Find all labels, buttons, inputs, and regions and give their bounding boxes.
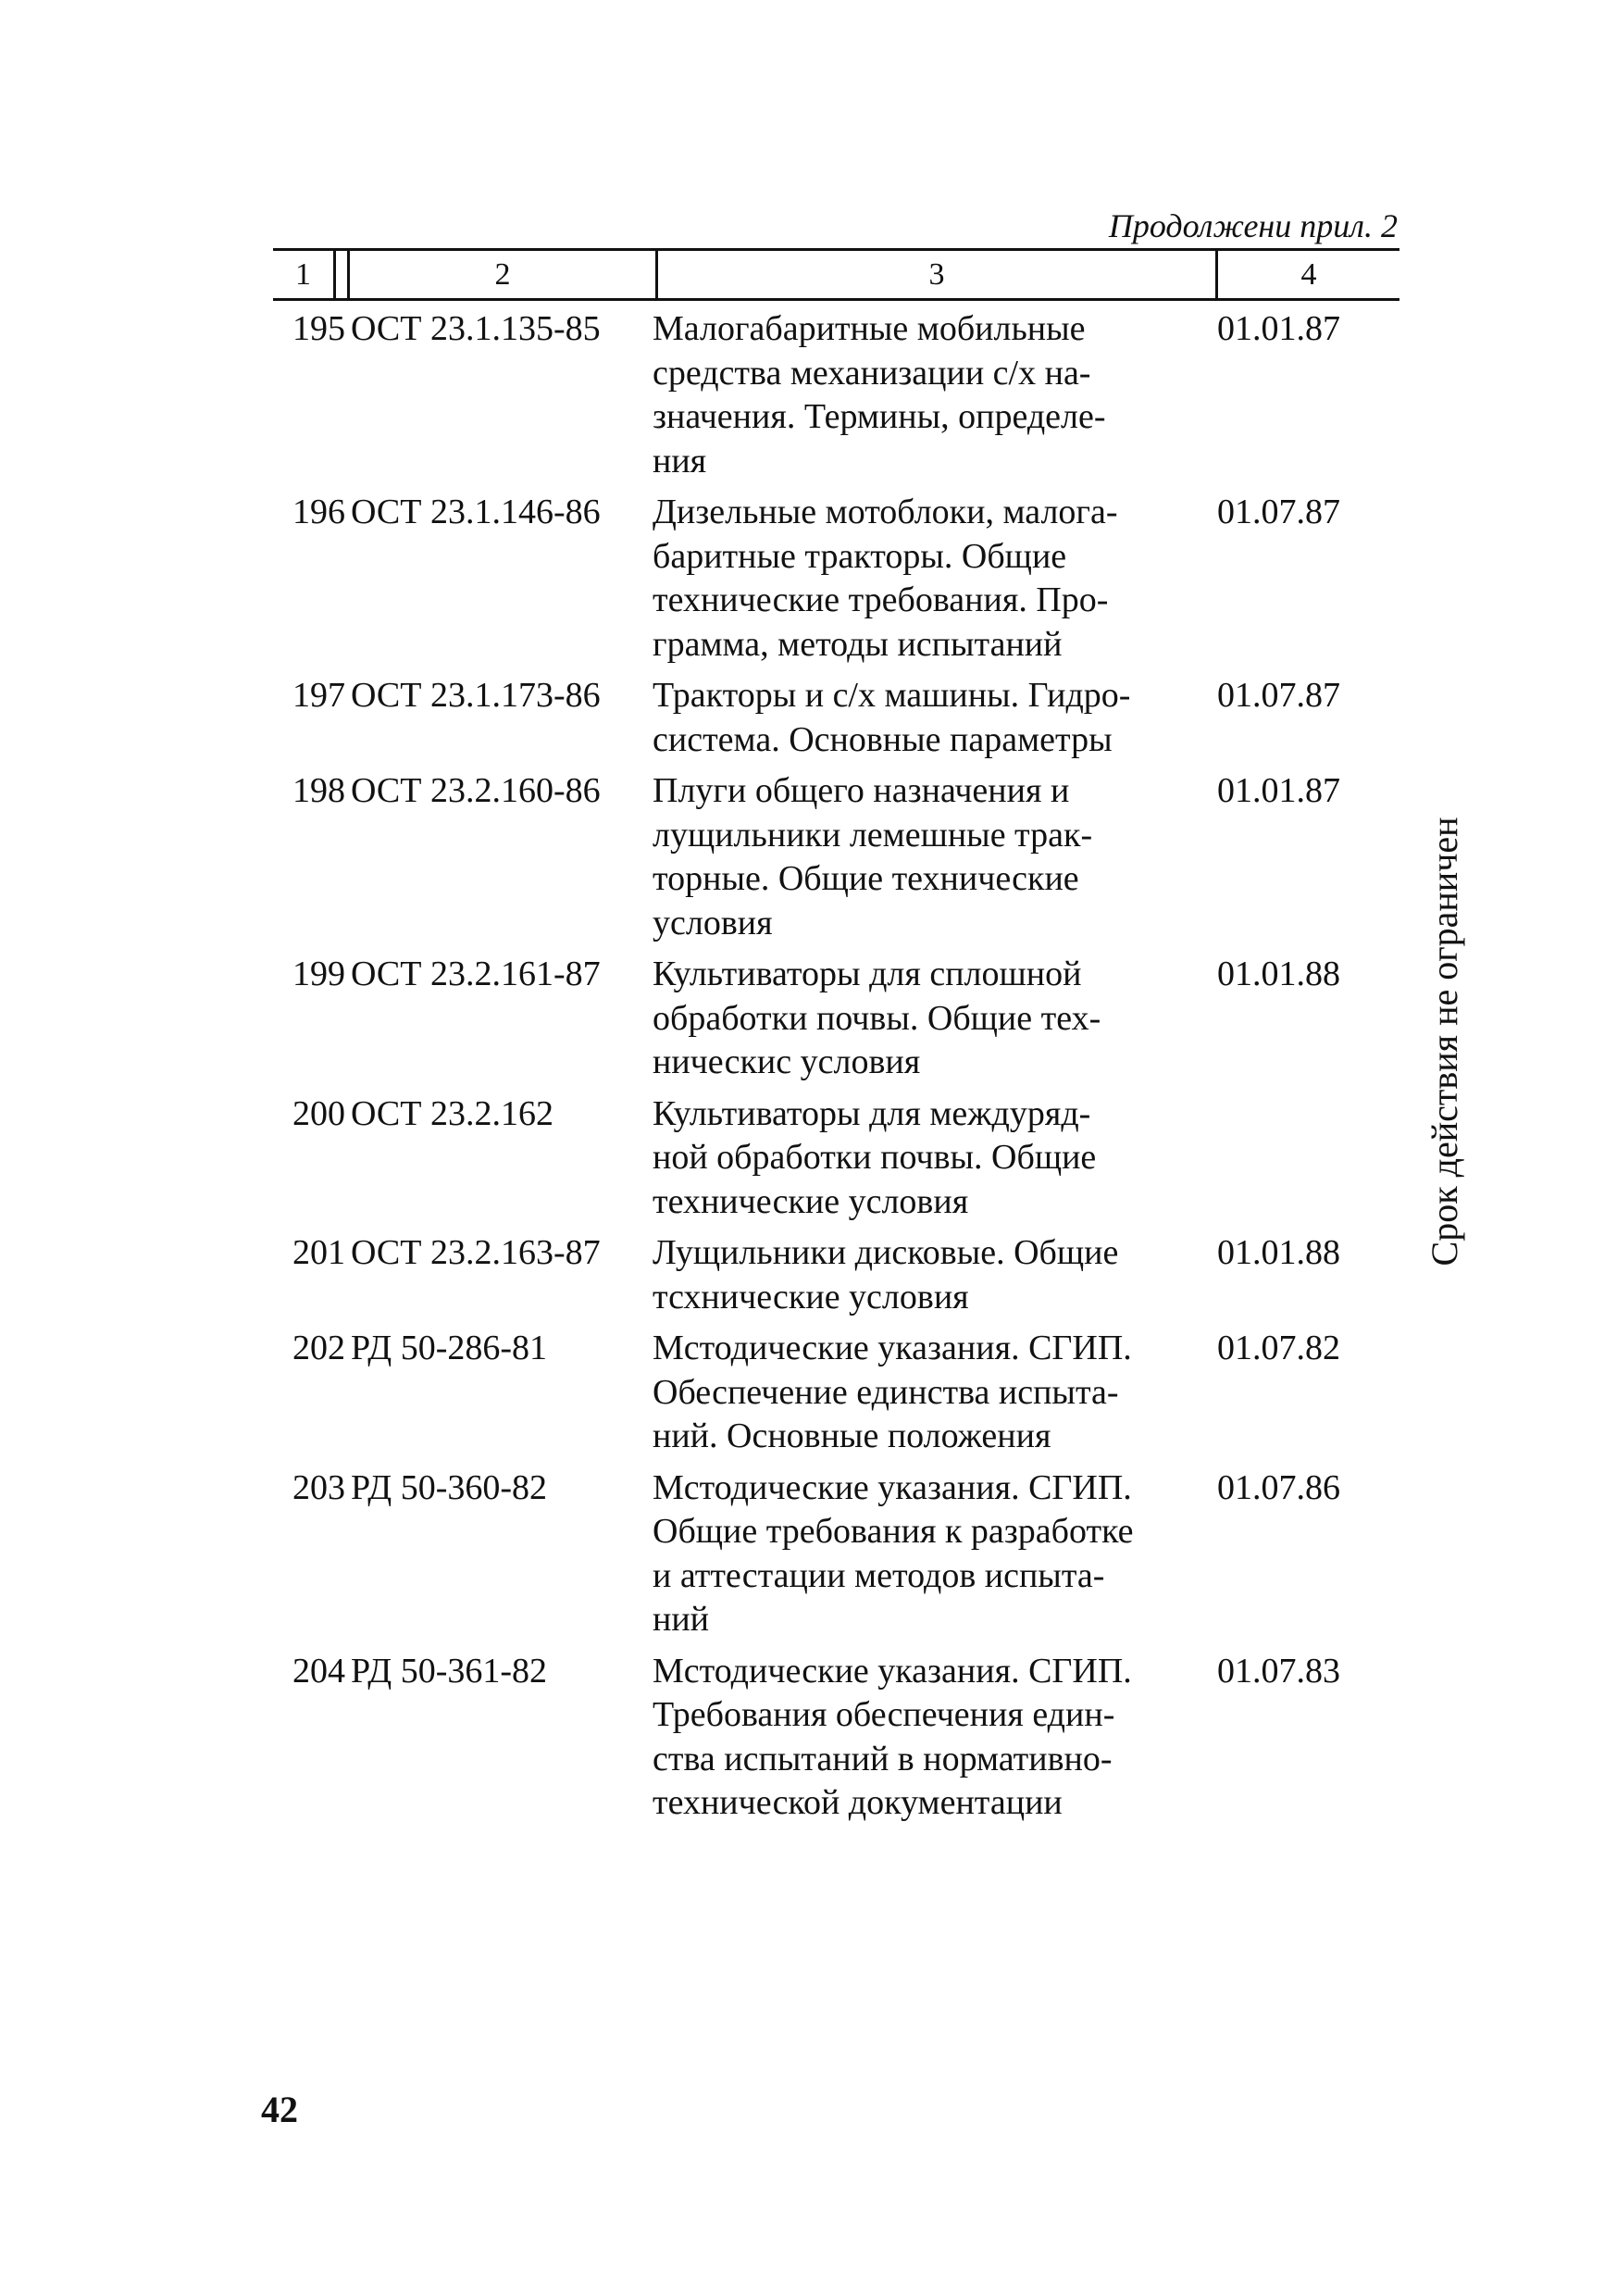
table-row <box>273 1231 1399 1319</box>
row-effective-date: 01.07.83 <box>1217 1651 1340 1691</box>
row-title: Мстодические указания. СГИП. Общие требования к разработке и аттестации методов испыта- ний <box>653 1467 1134 1639</box>
row-effective-date: 01.01.88 <box>1217 955 1340 993</box>
row-designation: ОСТ 23.2.160-86 <box>351 771 601 810</box>
row-title: Плуги общего назначения и лущильники лемешные трак- торные. Общие технические условия <box>653 771 1093 942</box>
row-effective-date: 01.01.87 <box>1217 771 1340 810</box>
row-title: Лущильники дисковые. Общие тсхнические условия <box>653 1233 1119 1316</box>
table-row <box>273 1092 1399 1225</box>
row-number: 200 <box>292 1093 345 1133</box>
row-designation: ОСТ 23.2.163-87 <box>351 1233 601 1272</box>
row-designation: РД 50-361-82 <box>351 1651 548 1691</box>
table-row <box>273 491 1399 667</box>
header-col-1: 1 <box>295 257 311 292</box>
row-title: Культиваторы для сплошной обработки почвы. Общие тех- ническис условия <box>653 955 1101 1081</box>
table-row <box>273 307 1399 483</box>
table-row <box>273 1327 1399 1459</box>
validity-side-note: Срок действия не ограничен <box>1424 817 1465 1267</box>
row-effective-date: 01.01.87 <box>1217 309 1340 348</box>
header-col-2: 2 <box>494 257 511 292</box>
table-row <box>273 953 1399 1085</box>
row-title: Тракторы и с/х машины. Гидро- система. Основные параметры <box>653 676 1131 759</box>
row-title: Дизельные мотоблоки, малога- баритные тракторы. Общие технические требования. Про- грамма, методы испытаний <box>653 493 1118 664</box>
row-number: 204 <box>292 1651 345 1691</box>
row-number: 202 <box>292 1329 345 1367</box>
row-number: 196 <box>292 493 345 531</box>
table-row <box>273 674 1399 762</box>
row-number: 201 <box>292 1233 345 1272</box>
row-designation: РД 50-360-82 <box>351 1467 548 1507</box>
header-col-3: 3 <box>928 257 945 292</box>
row-designation: ОСТ 23.1.173-86 <box>351 676 601 715</box>
row-number: 197 <box>292 676 345 715</box>
table-body <box>273 307 1399 1833</box>
table-continuation-caption: Продолжени прил. 2 <box>1108 207 1398 244</box>
page-number: 42 <box>261 2089 298 2130</box>
row-title: Мстодические указания. СГИП. Требования обеспечения един- ства испытаний в нормативно- технической документации <box>653 1651 1132 1822</box>
table-row <box>273 769 1399 945</box>
row-designation: ОСТ 23.1.146-86 <box>351 493 601 531</box>
row-title: Малогабаритные мобильные средства механизации с/х на- значения. Термины, определе- ния <box>653 309 1106 480</box>
row-designation: ОСТ 23.1.135-85 <box>351 309 601 348</box>
table-header <box>273 251 1399 298</box>
row-effective-date: 01.07.82 <box>1217 1329 1340 1367</box>
row-title: Мстодические указания. СГИП. Обеспечение единства испыта- ний. Основные положения <box>653 1329 1132 1455</box>
row-designation: ОСТ 23.2.161-87 <box>351 955 601 993</box>
row-designation: ОСТ 23.2.162 <box>351 1093 554 1133</box>
header-col-4: 4 <box>1300 257 1317 292</box>
row-effective-date: 01.01.88 <box>1217 1233 1340 1272</box>
header-divider <box>333 251 336 298</box>
row-number: 198 <box>292 771 345 810</box>
row-number: 199 <box>292 955 345 993</box>
row-designation: РД 50-286-81 <box>351 1329 548 1367</box>
table-header-rule <box>273 298 1399 301</box>
table-row <box>273 1650 1399 1826</box>
row-effective-date: 01.07.87 <box>1217 676 1340 715</box>
row-effective-date: 01.07.87 <box>1217 493 1340 531</box>
row-number: 195 <box>292 309 345 348</box>
row-effective-date: 01.07.86 <box>1217 1467 1340 1507</box>
row-title: Культиваторы для междуряд- ной обработки почвы. Общие технические условия <box>653 1093 1097 1221</box>
row-number: 203 <box>292 1467 345 1507</box>
table-row <box>273 1466 1399 1642</box>
